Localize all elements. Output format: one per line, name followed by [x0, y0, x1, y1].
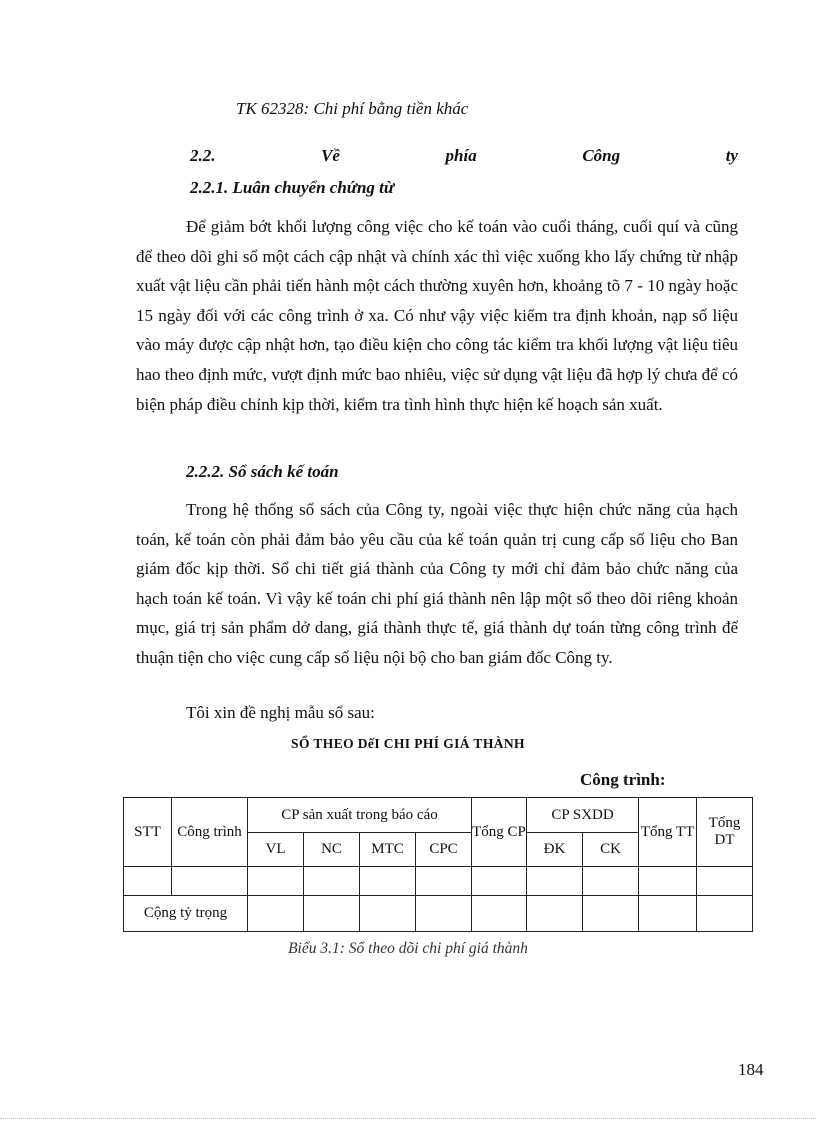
table-cell	[360, 896, 416, 932]
table-cell	[472, 896, 527, 932]
ledger-title: SỔ THEO DếI CHI PHÍ GIÁ THÀNH	[291, 736, 525, 751]
table-row	[124, 867, 753, 896]
account-line: TK 62328: Chi phí bằng tiền khác	[236, 99, 469, 118]
project-label: Công trình:	[580, 770, 666, 789]
paragraph-2: Trong hệ thống sổ sách của Công ty, ngoài việc thực hiện chức năng của hạch toán, kế toán còn phải đảm bảo yêu cầu của kế toán quản trị cung cấp số liệu cho Ban giám đốc kịp thời. Sổ chi tiết giá thành của Công ty mới chỉ đảm bảo chức năng của hạch toán kế toán. Vì vậy kế toán chi phí giá thành nên lập một sổ theo dõi riêng khoản mục, giá trị sản phẩm dở dang, giá thành thực tế, giá thành dự toán từng công trình để thuận tiện cho việc cung cấp số liệu nội bộ cho ban giám đốc Công ty.	[136, 500, 738, 667]
subheader-nc: NC	[304, 833, 360, 867]
table-cell	[172, 867, 248, 896]
table-cell	[697, 896, 753, 932]
proposal-line: Tôi xin đề nghị mẫu sổ sau:	[186, 703, 375, 722]
subheader-cpc: CPC	[416, 833, 472, 867]
total-row-label: Cộng tỷ trọng	[124, 896, 248, 932]
subheader-mtc: MTC	[360, 833, 416, 867]
header-cp-san-xuat: CP sản xuất trong báo cáo	[248, 798, 472, 833]
section-word: Về	[321, 146, 340, 165]
header-cp-sxdd: CP SXDD	[527, 798, 639, 833]
table-cell	[248, 896, 304, 932]
total-row	[124, 896, 753, 932]
table-cell	[583, 896, 639, 932]
paragraph-1: Để giảm bớt khối lượng công việc cho kế toán vào cuối tháng, cuối quí và cũng để theo dõi ghi sổ một cách cập nhật và chính xác thì việc xuống kho lấy chứng từ nhập xuất vật liệu cần phải tiến hành một cách thường xuyên hơn, khoảng tõ 7 - 10 ngày hoặc 15 ngày đối với các công trình ở xa. Có như vậy việc kiểm tra định khoản, nạp số liệu vào máy được cập nhật hơn, tạo điều kiện cho công tác kiểm tra khối lượng vật liệu tiêu hao theo định mức, vượt định mức bao nhiêu, việc sử dụng vật liệu đã hợp lý chưa để có biện pháp điều chỉnh kịp thời, kiểm tra tình hình thực hiện kế hoạch sản xuất.	[136, 217, 738, 414]
table-cell	[124, 867, 172, 896]
table-cell	[304, 867, 360, 896]
section-heading	[190, 146, 738, 166]
table-cell	[697, 867, 753, 896]
table-cell	[639, 867, 697, 896]
table-cell	[360, 867, 416, 896]
header-tong-tt: Tổng TT	[639, 798, 697, 867]
section-word: Công	[582, 146, 621, 165]
table-cell	[304, 896, 360, 932]
table-cell	[416, 896, 472, 932]
ledger-table	[123, 797, 753, 932]
subheader-dk: ĐK	[527, 833, 583, 867]
subheader-vl: VL	[248, 833, 304, 867]
table-caption: Biểu 3.1: Sổ theo dõi chi phí giá thành	[288, 940, 528, 957]
table-cell	[639, 896, 697, 932]
section-word: ty	[725, 146, 738, 165]
header-cong-trinh: Công trình	[172, 798, 248, 867]
header-tong-dt: Tổng DT	[697, 798, 753, 867]
page-bottom-rule	[0, 1118, 816, 1119]
table-cell	[527, 896, 583, 932]
subheader-ck: CK	[583, 833, 639, 867]
page-number: 184	[738, 1060, 764, 1079]
header-stt: STT	[124, 798, 172, 867]
table-cell	[472, 867, 527, 896]
table-cell	[416, 867, 472, 896]
header-tong-cp: Tổng CP	[472, 798, 527, 867]
subsection-heading-1: 2.2.1. Luân chuyển chứng từ	[190, 178, 395, 197]
section-word: phía	[445, 146, 477, 165]
table-cell	[527, 867, 583, 896]
section-number: 2.2.	[190, 146, 216, 165]
table-cell	[583, 867, 639, 896]
table-cell	[248, 867, 304, 896]
subsection-heading-2: 2.2.2. Sổ sách kế toán	[186, 462, 339, 481]
